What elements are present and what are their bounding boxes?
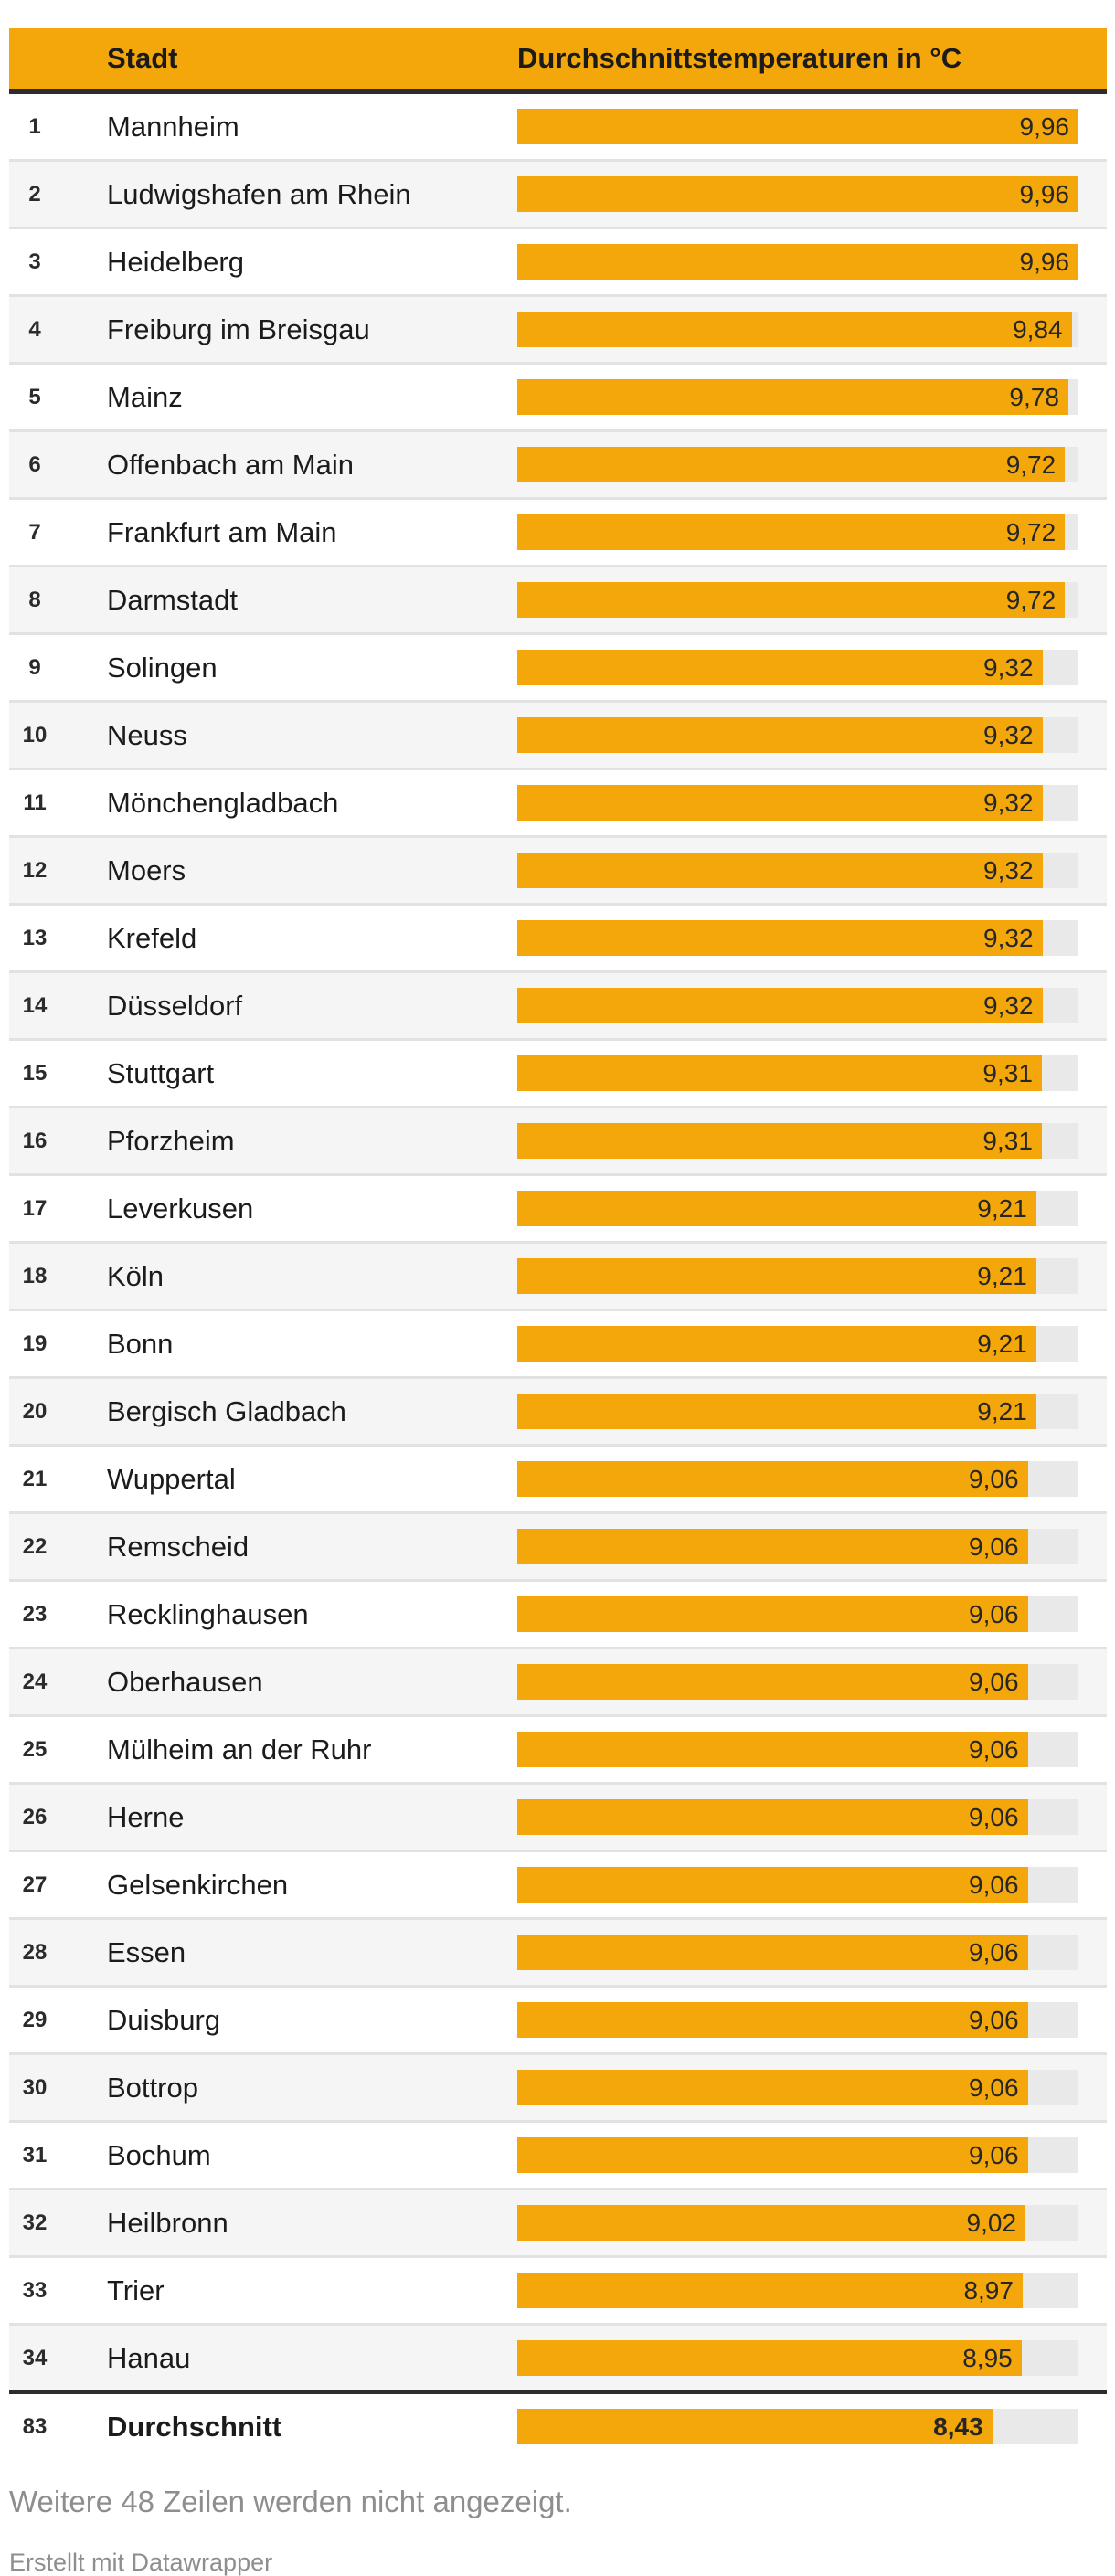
city-name: Hanau (107, 2341, 191, 2374)
rank-cell (9, 114, 107, 140)
city-name: Mülheim an der Ruhr (107, 1733, 372, 1765)
bar-cell (517, 1394, 1078, 1429)
bar-cell (517, 2070, 1078, 2105)
table-row (9, 1511, 1107, 1579)
bar-value-label: 9,96 (1019, 111, 1069, 141)
table-row (9, 2052, 1107, 2120)
rank-number: 19 (22, 1330, 48, 1356)
city-name: Recklinghausen (107, 1597, 309, 1630)
table-row (9, 1714, 1107, 1782)
rank-number: 27 (22, 1871, 48, 1897)
table-row (9, 565, 1107, 632)
rank-cell (9, 993, 107, 1019)
table-row (9, 2188, 1107, 2255)
bar-track (517, 379, 1078, 415)
rank-number: 22 (22, 1533, 48, 1559)
table-row (9, 1985, 1107, 2052)
city-name: Moers (107, 853, 186, 886)
bar-cell (517, 176, 1078, 212)
bar-track (517, 1732, 1078, 1767)
header-value-label: Durchschnittstemperaturen in °C (517, 42, 962, 74)
temperature-bar (517, 2002, 1028, 2038)
rank-cell (9, 926, 107, 951)
rank-number: 8 (28, 587, 41, 612)
bar-value-label: 8,43 (933, 2412, 983, 2441)
bar-track (517, 650, 1078, 685)
temperature-bar (517, 785, 1043, 821)
bar-cell (517, 312, 1078, 347)
bar-cell (517, 514, 1078, 550)
rank-cell (9, 723, 107, 748)
city-name: Köln (107, 1259, 165, 1292)
table-row (9, 1850, 1107, 1917)
rank-cell (9, 790, 107, 816)
bar-cell (517, 1799, 1078, 1835)
city-name: Bergisch Gladbach (107, 1394, 346, 1427)
rank-cell (9, 520, 107, 546)
temperature-bar (517, 1867, 1028, 1903)
rank-cell (9, 2346, 107, 2371)
rank-number: 3 (28, 249, 41, 274)
city-name: Duisburg (107, 2003, 221, 2036)
rank-cell (9, 317, 107, 343)
bar-cell (517, 2205, 1078, 2241)
bar-track (517, 176, 1078, 212)
table-row (9, 632, 1107, 700)
temperature-bar (517, 1529, 1028, 1564)
bar-cell (517, 1258, 1078, 1294)
bar-track (517, 2409, 1078, 2444)
table-row (9, 227, 1107, 294)
city-name: Bonn (107, 1327, 174, 1360)
bar-value-label: 9,06 (969, 1937, 1019, 1966)
rank-number: 34 (22, 2345, 48, 2370)
rank-cell (9, 1331, 107, 1357)
rank-cell (9, 1196, 107, 1222)
rank-cell (9, 1467, 107, 1492)
temperature-bar (517, 2273, 1023, 2308)
rank-number: 9 (28, 654, 41, 680)
rank-number: 5 (28, 384, 41, 409)
city-name: Herne (107, 1800, 185, 1833)
bar-cell (517, 1596, 1078, 1632)
city-name: Trier (107, 2274, 165, 2306)
rank-number: 31 (22, 2142, 48, 2168)
rank-cell (9, 385, 107, 410)
bar-value-label: 9,32 (983, 788, 1034, 817)
rank-number: 83 (22, 2413, 48, 2439)
table-row (9, 2323, 1107, 2390)
table-row (9, 1782, 1107, 1850)
table-header-row (9, 28, 1107, 94)
temperature-bar (517, 1123, 1042, 1159)
bar-value-label: 9,72 (1005, 585, 1057, 614)
temperature-bar (517, 1055, 1042, 1091)
temperature-bar (517, 109, 1078, 144)
table-row (9, 1647, 1107, 1714)
rank-cell (9, 452, 107, 478)
rank-cell (9, 2075, 107, 2101)
bar-value-label: 9,32 (983, 720, 1034, 749)
city-name: Pforzheim (107, 1124, 235, 1157)
bar-value-label: 9,32 (983, 923, 1034, 952)
bar-cell (517, 2340, 1078, 2376)
city-name: Durchschnitt (107, 2410, 282, 2443)
bar-cell (517, 988, 1078, 1023)
rank-number: 24 (22, 1669, 48, 1694)
table-row (9, 1173, 1107, 1241)
temperature-bar (517, 2205, 1025, 2241)
city-name: Leverkusen (107, 1192, 254, 1224)
city-name: Neuss (107, 718, 187, 751)
bar-value-label: 9,21 (977, 1261, 1027, 1290)
table-summary (9, 2390, 1107, 2459)
temperature-bar (517, 379, 1068, 415)
bar-cell (517, 2137, 1078, 2173)
rank-number: 1 (28, 113, 41, 139)
city-name: Solingen (107, 651, 218, 684)
bar-track (517, 1258, 1078, 1294)
temperature-bar (517, 514, 1065, 550)
bar-track (517, 1935, 1078, 1970)
bar-value-label: 9,06 (969, 2072, 1019, 2102)
bar-track (517, 1394, 1078, 1429)
rank-cell (9, 1061, 107, 1087)
city-name: Mannheim (107, 110, 239, 143)
bar-value-label: 9,84 (1013, 314, 1063, 344)
temperature-bar (517, 853, 1043, 888)
table-row (9, 1106, 1107, 1173)
rank-cell (9, 2008, 107, 2033)
bar-cell (517, 2273, 1078, 2308)
bar-cell (517, 582, 1078, 618)
city-name: Wuppertal (107, 1462, 236, 1495)
temperature-bar (517, 447, 1065, 482)
bar-track (517, 2070, 1078, 2105)
temperature-bar (517, 2137, 1028, 2173)
rank-number: 2 (28, 181, 41, 207)
table-row (9, 903, 1107, 970)
bar-track (517, 2273, 1078, 2308)
bar-cell (517, 853, 1078, 888)
temperature-bar (517, 1664, 1028, 1700)
bar-value-label: 9,06 (969, 2005, 1019, 2034)
rank-cell (9, 1872, 107, 1898)
bar-track (517, 1799, 1078, 1835)
bar-value-label: 9,31 (982, 1126, 1033, 1155)
bar-value-label: 9,72 (1005, 517, 1057, 546)
temperature-bar (517, 2340, 1022, 2376)
temperature-bar (517, 1326, 1036, 1362)
rank-number: 33 (22, 2277, 48, 2303)
rank-cell (9, 182, 107, 207)
bar-track (517, 1055, 1078, 1091)
rank-cell (9, 2210, 107, 2236)
bar-value-label: 9,96 (1019, 247, 1069, 276)
bar-value-label: 9,32 (983, 652, 1034, 682)
bar-value-label: 9,06 (969, 1599, 1019, 1628)
bar-track (517, 2002, 1078, 2038)
city-name: Ludwigshafen am Rhein (107, 177, 411, 210)
bar-cell (517, 1664, 1078, 1700)
bar-value-label: 9,06 (969, 1734, 1019, 1764)
city-name: Offenbach am Main (107, 448, 354, 481)
rank-cell (9, 249, 107, 275)
table-row (9, 159, 1107, 227)
temperature-bar (517, 1799, 1028, 1835)
temperature-bar (517, 176, 1078, 212)
bar-value-label: 9,31 (982, 1058, 1033, 1087)
bar-track (517, 109, 1078, 144)
rank-number: 21 (22, 1466, 48, 1491)
temperature-bar (517, 1191, 1036, 1226)
bar-cell (517, 650, 1078, 685)
bar-cell (517, 920, 1078, 956)
bar-value-label: 9,06 (969, 1870, 1019, 1899)
bar-track (517, 1867, 1078, 1903)
rank-number: 10 (22, 722, 48, 747)
city-name: Krefeld (107, 921, 197, 954)
bar-track (517, 785, 1078, 821)
bar-track (517, 1596, 1078, 1632)
table-row (9, 2120, 1107, 2188)
bar-track (517, 1123, 1078, 1159)
rank-number: 16 (22, 1128, 48, 1153)
rank-number: 29 (22, 2007, 48, 2032)
bar-cell (517, 1326, 1078, 1362)
bar-cell (517, 1055, 1078, 1091)
bar-track (517, 2340, 1078, 2376)
temperature-bar (517, 244, 1078, 280)
bar-track (517, 1191, 1078, 1226)
bar-cell (517, 785, 1078, 821)
table-row (9, 768, 1107, 835)
bar-value-label: 9,78 (1009, 382, 1059, 411)
temperature-bar (517, 1461, 1028, 1497)
city-name: Gelsenkirchen (107, 1868, 289, 1901)
header-city-label: Stadt (107, 42, 178, 74)
rank-cell (9, 2143, 107, 2168)
bar-value-label: 9,32 (983, 855, 1034, 885)
bar-value-label: 8,95 (962, 2343, 1013, 2372)
temperature-bar (517, 1935, 1028, 1970)
table-row (9, 429, 1107, 497)
bar-value-label: 9,02 (966, 2208, 1017, 2237)
rank-cell (9, 1670, 107, 1695)
temperature-bar (517, 1258, 1036, 1294)
temperature-bar (517, 1732, 1028, 1767)
city-name: Bottrop (107, 2071, 198, 2104)
rank-number: 23 (22, 1601, 48, 1627)
bar-track (517, 1529, 1078, 1564)
rank-cell (9, 1399, 107, 1425)
temperature-bar (517, 717, 1043, 753)
bar-cell (517, 244, 1078, 280)
bar-track (517, 920, 1078, 956)
bar-cell (517, 1123, 1078, 1159)
temperature-bar (517, 2409, 993, 2444)
rank-number: 26 (22, 1804, 48, 1829)
hidden-rows-note: Weitere 48 Zeilen werden nicht angezeigt. (9, 2485, 572, 2518)
city-name: Stuttgart (107, 1056, 215, 1089)
bar-track (517, 514, 1078, 550)
city-name: Remscheid (107, 1530, 250, 1563)
rank-number: 13 (22, 925, 48, 950)
city-name: Heilbronn (107, 2206, 228, 2239)
rank-cell (9, 1534, 107, 1560)
rank-number: 28 (22, 1939, 48, 1965)
table-row (9, 94, 1107, 159)
rank-cell (9, 858, 107, 884)
rank-number: 17 (22, 1195, 48, 1221)
rank-number: 15 (22, 1060, 48, 1086)
bar-value-label: 9,06 (969, 1464, 1019, 1493)
rank-number: 7 (28, 519, 41, 545)
rank-cell (9, 588, 107, 613)
bar-cell (517, 1191, 1078, 1226)
rank-cell (9, 2278, 107, 2304)
table-row (9, 497, 1107, 565)
table-row (9, 970, 1107, 1038)
rank-number: 12 (22, 857, 48, 883)
bar-value-label: 9,96 (1019, 179, 1069, 208)
city-name: Essen (107, 1935, 186, 1968)
bar-cell (517, 1461, 1078, 1497)
rank-cell (9, 1264, 107, 1289)
bar-value-label: 9,06 (969, 1802, 1019, 1831)
city-name: Bochum (107, 2138, 211, 2171)
temperature-bar (517, 988, 1043, 1023)
bar-value-label: 9,21 (977, 1396, 1027, 1426)
bar-value-label: 9,06 (969, 2140, 1019, 2169)
bar-cell (517, 447, 1078, 482)
bar-cell (517, 717, 1078, 753)
rank-number: 30 (22, 2074, 48, 2100)
temperature-bar (517, 650, 1043, 685)
city-name: Düsseldorf (107, 989, 243, 1022)
rank-cell (9, 1737, 107, 1763)
table-row (9, 294, 1107, 362)
table-row (9, 700, 1107, 768)
bar-cell (517, 2409, 1078, 2444)
rank-cell (9, 1602, 107, 1627)
rank-cell (9, 1805, 107, 1830)
table-row (9, 2255, 1107, 2323)
city-name: Mainz (107, 380, 183, 413)
bar-track (517, 447, 1078, 482)
table-row (9, 362, 1107, 429)
table-row (9, 1038, 1107, 1106)
bar-value-label: 9,32 (983, 991, 1034, 1020)
bar-track (517, 717, 1078, 753)
bar-value-label: 9,21 (977, 1193, 1027, 1223)
city-name: Oberhausen (107, 1665, 263, 1698)
rank-number: 14 (22, 992, 48, 1018)
bar-cell (517, 1732, 1078, 1767)
rank-cell (9, 655, 107, 681)
bar-track (517, 1461, 1078, 1497)
bar-track (517, 582, 1078, 618)
city-name: Mönchengladbach (107, 786, 339, 819)
table-row (9, 1376, 1107, 1444)
bar-cell (517, 1867, 1078, 1903)
table-row (9, 1917, 1107, 1985)
bar-cell (517, 1935, 1078, 1970)
bar-track (517, 853, 1078, 888)
datawrapper-credit-link[interactable]: Erstellt mit Datawrapper (9, 2549, 273, 2576)
rank-cell (9, 1129, 107, 1154)
rank-cell (9, 1940, 107, 1966)
bar-track (517, 1664, 1078, 1700)
table-body (9, 94, 1107, 2390)
temperature-bar (517, 1394, 1036, 1429)
bar-value-label: 9,06 (969, 1532, 1019, 1561)
bar-cell (517, 2002, 1078, 2038)
bar-cell (517, 109, 1078, 144)
bar-track (517, 2205, 1078, 2241)
rank-number: 6 (28, 451, 41, 477)
rank-cell (9, 2414, 107, 2440)
table-summary-row (9, 2390, 1107, 2459)
bar-track (517, 2137, 1078, 2173)
bar-cell (517, 1529, 1078, 1564)
table-row (9, 1579, 1107, 1647)
table-row (9, 1309, 1107, 1376)
rank-number: 25 (22, 1736, 48, 1762)
bar-value-label: 9,72 (1005, 450, 1057, 479)
bar-track (517, 988, 1078, 1023)
rank-number: 4 (28, 316, 41, 342)
city-name: Darmstadt (107, 583, 238, 616)
rank-number: 11 (23, 790, 47, 815)
bar-value-label: 9,21 (977, 1329, 1027, 1358)
city-name: Frankfurt am Main (107, 515, 337, 548)
temperature-bar (517, 2070, 1028, 2105)
bar-cell (517, 379, 1078, 415)
temperature-bar (517, 312, 1072, 347)
city-name: Heidelberg (107, 245, 244, 278)
bar-value-label: 8,97 (963, 2275, 1014, 2305)
temperature-bar (517, 1596, 1028, 1632)
rank-number: 32 (22, 2210, 48, 2235)
table-row (9, 1241, 1107, 1309)
rank-number: 20 (22, 1398, 48, 1424)
bar-track (517, 244, 1078, 280)
temperature-bar (517, 920, 1043, 956)
bar-track (517, 312, 1078, 347)
table-row (9, 1444, 1107, 1511)
bar-track (517, 1326, 1078, 1362)
rank-number: 18 (22, 1263, 48, 1288)
city-name: Freiburg im Breisgau (107, 313, 370, 345)
bar-value-label: 9,06 (969, 1667, 1019, 1696)
temperature-bar (517, 582, 1065, 618)
table-row (9, 835, 1107, 903)
